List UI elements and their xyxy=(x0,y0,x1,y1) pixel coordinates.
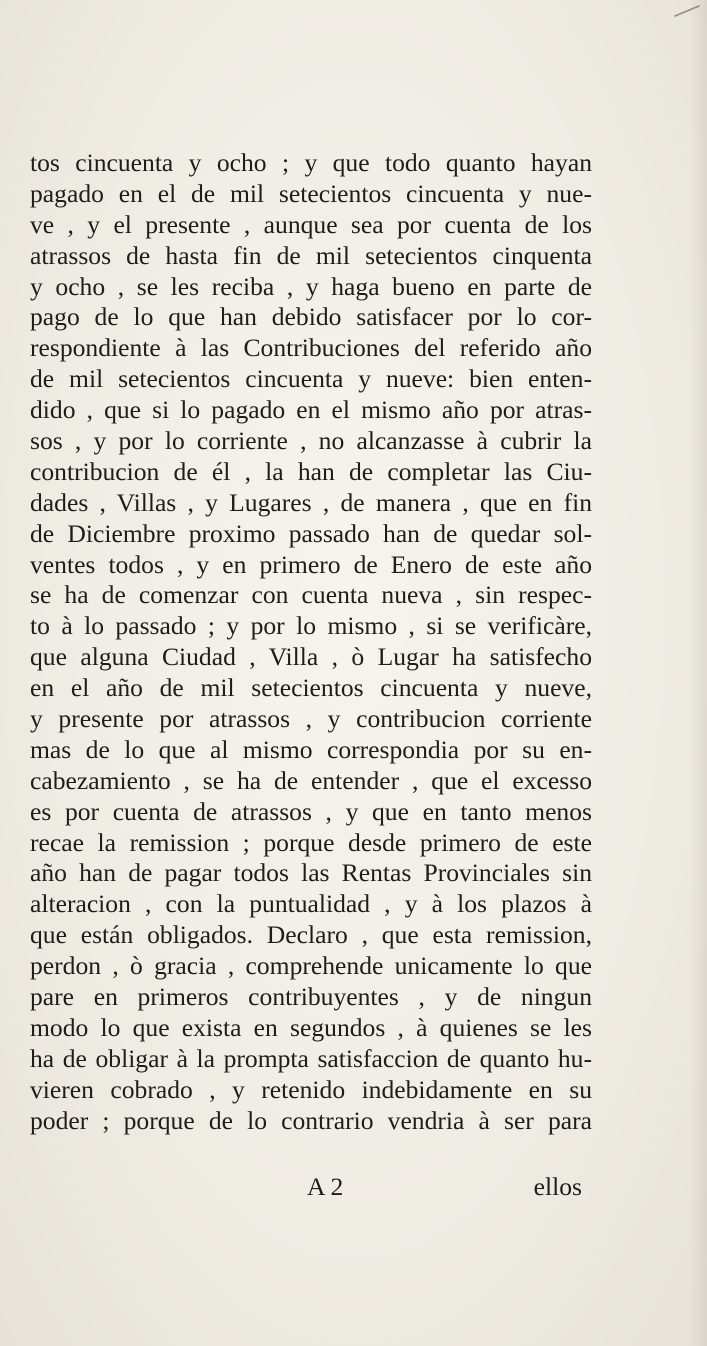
page-footer xyxy=(30,1172,582,1206)
text-line: vieren cobrado , y retenido indebidamente en su xyxy=(30,1074,592,1104)
text-line: se ha de comenzar con cuenta nueva , sin respec- xyxy=(30,580,592,610)
text-line: respondiente à las Contribuciones del referido año xyxy=(30,333,592,363)
text-line: pago de lo que han debido satisfacer por lo cor- xyxy=(30,302,592,332)
text-line: tos cincuenta y ocho ; y que todo quanto hayan xyxy=(30,148,592,177)
text-line: alteracion , con la puntualidad , y à los plazos à xyxy=(30,889,592,919)
text-line: poder ; porque de lo contrario vendria à ser para xyxy=(30,1105,592,1135)
text-line: de mil setecientos cincuenta y nueve: bien enten- xyxy=(30,364,592,394)
text-line: que alguna Ciudad , Villa , ò Lugar ha satisfecho xyxy=(30,642,592,672)
text-line: contribucion de él , la han de completar las Ciu- xyxy=(30,456,592,486)
text-line: perdon , ò gracia , comprehende unicamente lo que xyxy=(30,951,592,981)
text-line: ha de obligar à la prompta satisfaccion de quanto hu- xyxy=(30,1043,592,1073)
text-line: ventes todos , y en primero de Enero de este año xyxy=(30,549,592,579)
text-line: atrassos de hasta fin de mil setecientos cinquenta xyxy=(30,240,592,270)
text-line: en el año de mil setecientos cincuenta y nueve, xyxy=(30,673,592,703)
text-line: to à lo passado ; y por lo mismo , si se verificàre, xyxy=(30,611,592,641)
corner-pen-mark-icon xyxy=(673,4,701,18)
catchword: ellos xyxy=(533,1172,582,1201)
text-line: cabezamiento , se ha de entender , que el excesso xyxy=(30,765,592,795)
body-text xyxy=(30,148,592,1137)
text-line: es por cuenta de atrassos , y que en tanto menos xyxy=(30,796,592,826)
page-edge-shadow xyxy=(689,0,707,1346)
text-line: y ocho , se les reciba , y haga bueno en parte de xyxy=(30,271,592,301)
text-line: dido , que si lo pagado en el mismo año por atras- xyxy=(30,395,592,425)
text-line: sos , y por lo corriente , no alcanzasse à cubrir la xyxy=(30,426,592,456)
signature-mark: A 2 xyxy=(307,1172,344,1201)
text-line: mas de lo que al mismo correspondia por su en- xyxy=(30,734,592,764)
text-line: de Diciembre proximo passado han de quedar sol- xyxy=(30,518,592,548)
text-line: y presente por atrassos , y contribucion corriente xyxy=(30,704,592,734)
text-line: ve , y el presente , aunque sea por cuenta de los xyxy=(30,209,592,239)
text-line: modo lo que exista en segundos , à quienes se les xyxy=(30,1012,592,1042)
text-line: recae la remission ; porque desde primero de este xyxy=(30,827,592,857)
text-line: año han de pagar todos las Rentas Provinciales sin xyxy=(30,858,592,888)
text-line: pare en primeros contribuyentes , y de ningun xyxy=(30,982,592,1012)
text-line: dades , Villas , y Lugares , de manera , que en fin xyxy=(30,487,592,517)
text-line: pagado en el de mil setecientos cincuenta y nue- xyxy=(30,178,592,208)
text-line: que están obligados. Declaro , que esta remission, xyxy=(30,920,592,950)
